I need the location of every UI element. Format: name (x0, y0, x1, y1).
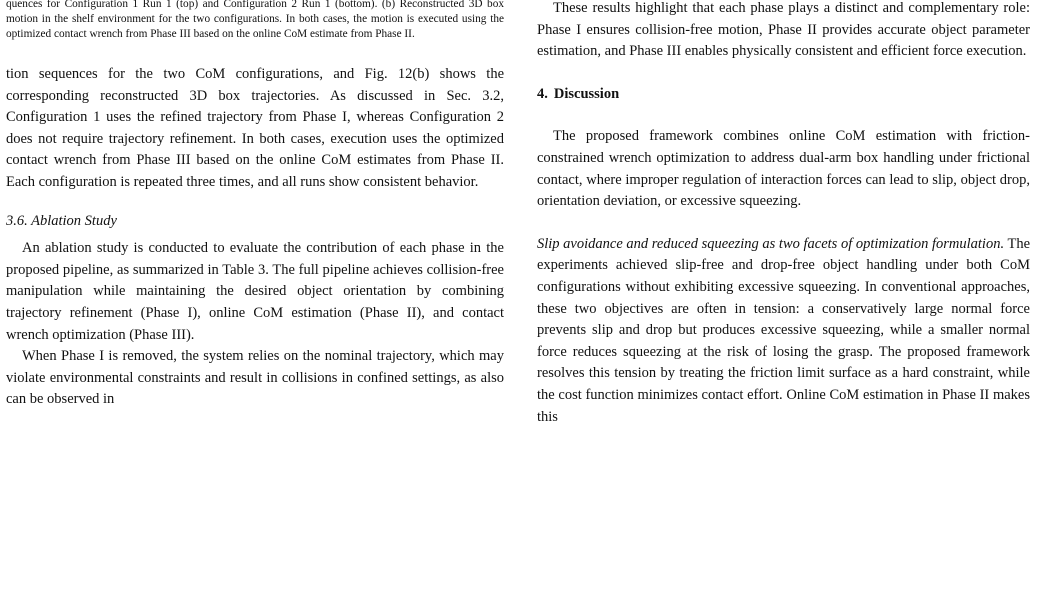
figure-caption: quences for Configuration 1 Run 1 (top) and Configuration 2 Run 1 (bottom). (b) Reconstructed 3D box motion in the shelf environment for the two configurations. In both cases, the motion is executed using the optimized contact wrench from Phase III based on the online CoM estimate from Phase II. (6, 0, 504, 40)
right-column (537, 0, 1030, 428)
paragraph-slip-avoidance-body: The experiments achieved slip-free and drop-free object handling under both CoM configurations without exhibiting excessive squeezing. In conventional approaches, these two objectives are often in tension: a conservatively large normal force prevents slip and drop but produces excessive squeezing, while a smaller normal force reduces squeezing at the risk of losing the grasp. The proposed framework resolves this tension by treating the friction limit surface as a hard constraint, while the cost function minimizes contact effort. Online CoM estimation in Phase II makes this (537, 235, 1031, 425)
section-title: Discussion (553, 85, 620, 102)
paragraph-discussion-intro: The proposed framework combines online CoM estimation with friction-constrained wrench optimization to address dual-arm box handling under frictional contact, where improper regulation of interaction forces can lead to slip, object drop, orientation deviation, or excessive squeezing. (537, 128, 1030, 210)
subsection-heading-ablation: 3.6. Ablation Study (6, 212, 117, 229)
paragraph-phase-one-removed: When Phase I is removed, the system relies on the nominal trajectory, which may violate environmental constraints and result in collisions in confined settings, as also can be observed in (6, 348, 504, 408)
paragraph-ablation-intro: An ablation study is conducted to evaluate the contribution of each phase in the proposed pipeline, as summarized in Table 3. The full pipeline achieves collision-free manipulation while maintaining the desired object orientation by combining trajectory refinement (Phase I), online CoM estimation (Phase II), and contact wrench optimization (Phase III). (6, 240, 504, 343)
paragraph-execution: tion sequences for the two CoM configurations, and Fig. 12(b) shows the corresponding reconstructed 3D box trajectories. As discussed in Sec. 3.2, Configuration 1 uses the refined trajectory from Phase I, whereas Configuration 2 does not require trajectory refinement. In both cases, execution uses the optimized contact wrench from Phase III based on the online CoM estimates from Phase II. Each configuration is repeated three times, and all runs show consistent behavior. (6, 66, 504, 190)
paragraph-phase-roles: These results highlight that each phase plays a distinct and complementary role: Phase I ensures collision-free motion, Phase II provides accurate object parameter estimation, and Phase III enables physically consistent and efficient force execution. (537, 0, 1030, 60)
paragraph-slip-avoidance (537, 234, 1030, 428)
left-column (6, 0, 504, 411)
section-heading-discussion (537, 84, 1030, 106)
section-number: 4. (537, 85, 548, 102)
paragraph-lead-italic: Slip avoidance and reduced squeezing as two facets of optimization formulation. (537, 235, 1005, 252)
